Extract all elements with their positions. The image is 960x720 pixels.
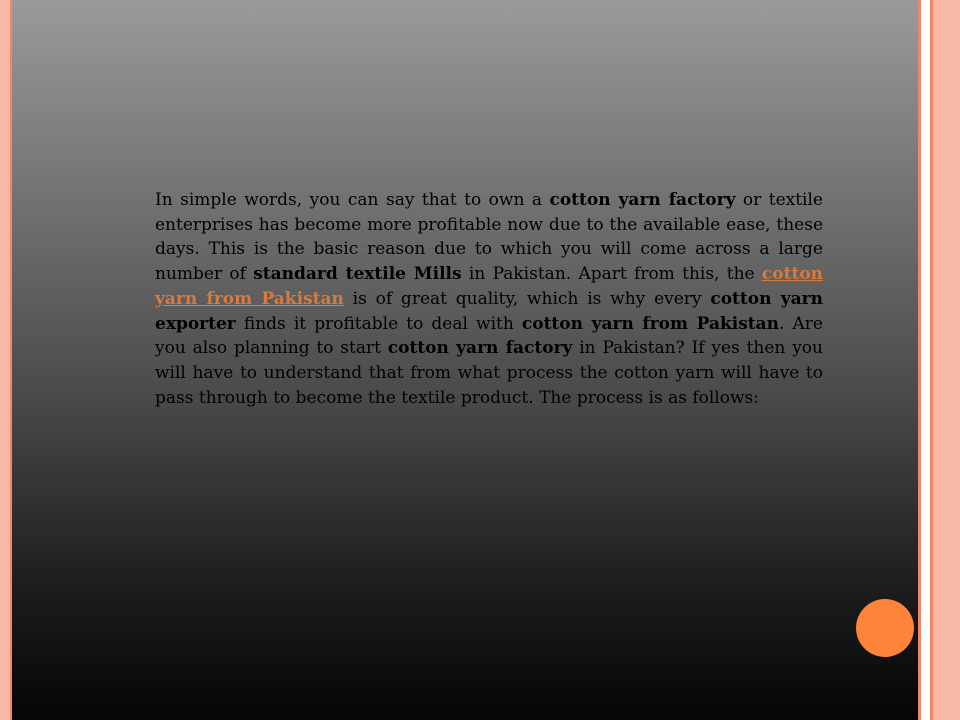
accent-circle: [856, 599, 914, 657]
cotton-yarn-link[interactable]: cotton yarn from Pakistan: [155, 264, 824, 309]
text-segment: finds it profitable to deal with: [235, 313, 522, 334]
bold-phrase: standard textile Mills: [253, 264, 462, 285]
bold-phrase: cotton yarn exporter: [155, 288, 823, 334]
text-segment: In simple words, you can say that to own a: [155, 190, 550, 210]
bold-phrase: cotton yarn factory: [387, 338, 573, 359]
right-border-gap: [921, 0, 930, 720]
bold-phrase: cotton yarn factory: [549, 190, 736, 210]
bold-phrase: cotton yarn from Pakistan: [521, 313, 780, 334]
text-segment: in Pakistan. Apart from this, the: [461, 264, 762, 285]
right-border-band: [933, 0, 960, 720]
text-segment: or textile enterprises has become more profitable now due to the available ease, these days. This is the basic reason due to which you will come across a large number of: [155, 190, 823, 285]
body-paragraph: [155, 188, 823, 410]
text-segment: in Pakistan? If yes then you will have to understand that from what process the cotton yarn will have to pass through to become the textile product. The process is as follows:: [155, 338, 823, 408]
text-segment: . Are you also planning to start: [155, 313, 823, 359]
text-segment: is of great quality, which is why every: [343, 288, 711, 309]
left-border-band: [0, 0, 10, 720]
